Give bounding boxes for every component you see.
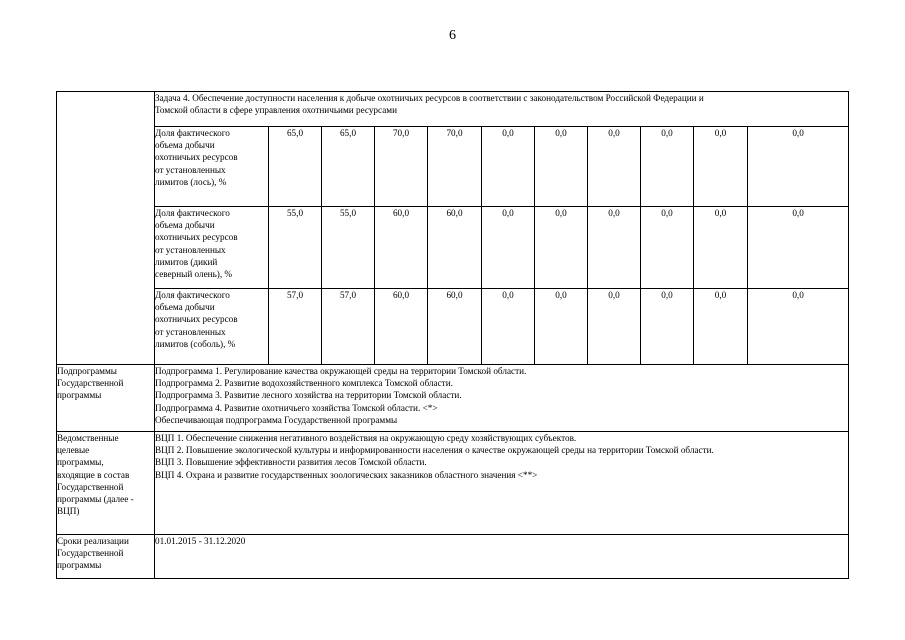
indicator-value: 0,0 bbox=[641, 127, 694, 207]
indicator-value: 0,0 bbox=[535, 207, 588, 289]
indicator-value: 60,0 bbox=[375, 207, 428, 289]
indicator-value: 0,0 bbox=[748, 289, 849, 365]
terms-value: 01.01.2015 - 31.12.2020 bbox=[155, 535, 849, 579]
page-number: 6 bbox=[449, 28, 456, 43]
indicator-value: 0,0 bbox=[694, 127, 748, 207]
vcp-item: ВЦП 1. Обеспечение снижения негативного воздействия на окружающую среду хозяйствующих субъектов. bbox=[155, 433, 577, 443]
indicator-value: 0,0 bbox=[482, 127, 535, 207]
indicator-label: Доля фактического объема добычи охотничьих ресурсов от установленных лимитов (лось), % bbox=[155, 127, 269, 207]
indicator-value: 70,0 bbox=[375, 127, 428, 207]
vcp-item: ВЦП 4. Охрана и развитие государственных зоологических заказников областного значения <**> bbox=[155, 469, 538, 480]
indicator-value: 0,0 bbox=[641, 207, 694, 289]
indicator-value: 0,0 bbox=[748, 127, 849, 207]
indicator-value: 57,0 bbox=[269, 289, 322, 365]
indicator-value: 60,0 bbox=[428, 207, 482, 289]
indicator-value: 65,0 bbox=[322, 127, 375, 207]
indicator-value: 0,0 bbox=[694, 289, 748, 365]
vcp-list bbox=[155, 432, 849, 535]
indicator-row bbox=[57, 207, 849, 289]
indicator-value: 0,0 bbox=[588, 207, 641, 289]
subprogram-item: Подпрограмма 2. Развитие водохозяйственного комплекса Томской области. bbox=[155, 378, 453, 389]
task-header-line: Задача 4. Обеспечение доступности населения к добыче охотничьих ресурсов в соответствии с законодательством Российской Федерации и bbox=[155, 93, 704, 103]
subprogram-item: Подпрограмма 4. Развитие охотничьего хозяйства Томской области. <*> bbox=[155, 402, 438, 413]
indicator-value: 0,0 bbox=[482, 289, 535, 365]
program-passport-table bbox=[56, 91, 849, 579]
indicator-row bbox=[57, 289, 849, 365]
indicator-value: 55,0 bbox=[322, 207, 375, 289]
indicator-value: 0,0 bbox=[535, 127, 588, 207]
indicator-value: 0,0 bbox=[535, 289, 588, 365]
vcp-item: ВЦП 3. Повышение эффективности развития лесов Томской области. bbox=[155, 457, 427, 468]
subprograms-list bbox=[155, 365, 849, 432]
subprograms-row bbox=[57, 365, 849, 432]
indicator-label: Доля фактического объема добычи охотничьих ресурсов от установленных лимитов (соболь), % bbox=[155, 289, 269, 365]
task-header-row bbox=[57, 92, 849, 127]
task-header-line: Томской области в сфере управления охотничьими ресурсами bbox=[155, 105, 398, 116]
indicator-value: 0,0 bbox=[748, 207, 849, 289]
terms-row bbox=[57, 535, 849, 579]
indicator-value: 0,0 bbox=[588, 289, 641, 365]
indicator-row bbox=[57, 127, 849, 207]
vcp-row bbox=[57, 432, 849, 535]
indicator-value: 0,0 bbox=[641, 289, 694, 365]
indicator-value: 0,0 bbox=[588, 127, 641, 207]
vcp-item: ВЦП 2. Повышение экологической культуры и информированности населения о качестве окружающей среды на территории Томской области. bbox=[155, 445, 714, 456]
task-header-cell bbox=[155, 92, 849, 127]
indicator-label: Доля фактического объема добычи охотничьих ресурсов от установленных лимитов (дикий северный олень), % bbox=[155, 207, 269, 289]
subprograms-label: Подпрограммы Государственной программы bbox=[57, 365, 155, 432]
indicator-value: 65,0 bbox=[269, 127, 322, 207]
subprogram-item: Обеспечивающая подпрограмма Государственной программы bbox=[155, 414, 398, 425]
terms-label: Сроки реализации Государственной программы bbox=[57, 535, 155, 579]
indicator-value: 55,0 bbox=[269, 207, 322, 289]
empty-left-cell bbox=[57, 92, 155, 365]
indicator-value: 0,0 bbox=[482, 207, 535, 289]
indicator-value: 0,0 bbox=[694, 207, 748, 289]
indicator-value: 57,0 bbox=[322, 289, 375, 365]
vcp-label: Ведомственные целевые программы, входящие в состав Государственной программы (далее - ВЦП) bbox=[57, 432, 155, 535]
indicator-value: 70,0 bbox=[428, 127, 482, 207]
subprogram-item: Подпрограмма 1. Регулирование качества окружающей среды на территории Томской области. bbox=[155, 366, 527, 376]
indicator-value: 60,0 bbox=[375, 289, 428, 365]
subprogram-item: Подпрограмма 3. Развитие лесного хозяйства на территории Томской области. bbox=[155, 390, 462, 401]
indicator-value: 60,0 bbox=[428, 289, 482, 365]
